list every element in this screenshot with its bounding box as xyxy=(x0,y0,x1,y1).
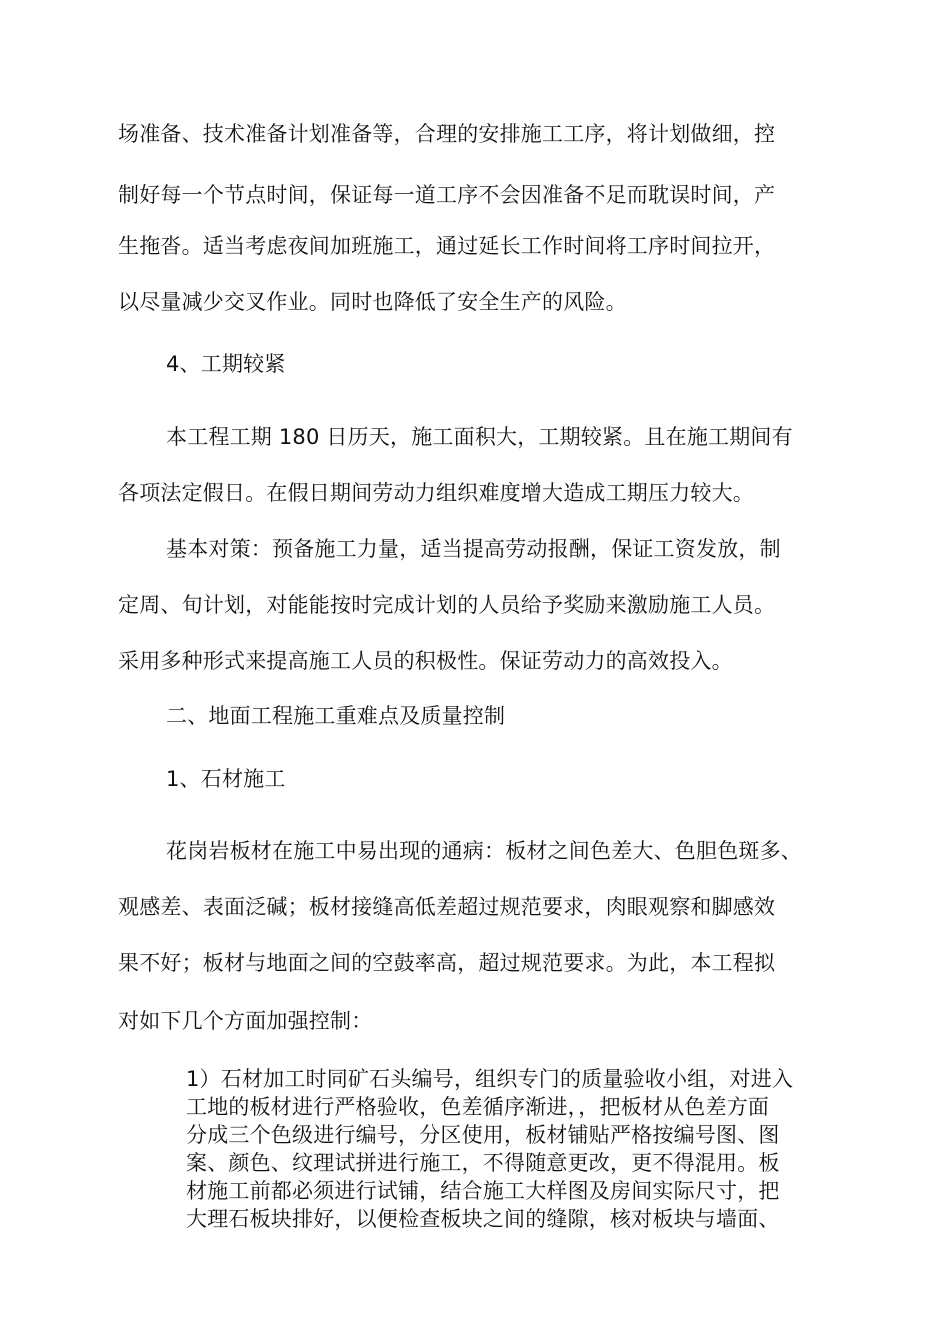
subsection-heading: 1、石材施工 xyxy=(166,767,286,791)
paragraph-line: 对如下几个方面加强控制： xyxy=(118,1009,373,1033)
paragraph-line: 花岗岩板材在施工中易出现的通病：板材之间色差大、色胆色斑多、 xyxy=(166,839,802,863)
paragraph-line: 定周、旬计划，对能能按时完成计划的人员给予奖励来激励施工人员。 xyxy=(118,593,776,617)
paragraph-line: 采用多种形式来提高施工人员的积极性。保证劳动力的高效投入。 xyxy=(118,649,733,673)
list-item-line: 案、颜色、纹理试拼进行施工，不得随意更改，更不得混用。板 xyxy=(186,1151,780,1175)
list-item-line: 材施工前都必须进行试铺，结合施工大样图及房间实际尺寸，把 xyxy=(186,1179,780,1203)
paragraph-line: 果不好；板材与地面之间的空鼓率高，超过规范要求。为此，本工程拟 xyxy=(118,951,776,975)
paragraph-line: 生拖沓。适当考虑夜间加班施工，通过延长工作时间将工序时间拉开， xyxy=(118,234,776,258)
list-item-line: 工地的板材进行严格验收，色差循序渐进，，把板材从色差方面 xyxy=(186,1095,770,1119)
list-item-line: 分成三个色级进行编号，分区使用，板材铺贴严格按编号图、图 xyxy=(186,1123,780,1147)
section-heading: 二、地面工程施工重难点及质量控制 xyxy=(166,704,506,728)
paragraph-line: 观感差、表面泛碱；板材接缝高低差超过规范要求，肉眼观察和脚感效 xyxy=(118,895,776,919)
section-heading: 4、工期较紧 xyxy=(166,352,286,376)
paragraph-line: 制好每一个节点时间，保证每一道工序不会因准备不足而耽误时间，产 xyxy=(118,183,776,207)
paragraph-line: 各项法定假日。在假日期间劳动力组织难度增大造成工期压力较大。 xyxy=(118,481,754,505)
paragraph-line: 本工程工期 180 日历天，施工面积大，工期较紧。且在施工期间有 xyxy=(166,425,793,449)
list-item-line: 大理石板块排好，以便检查板块之间的缝隙，核对板块与墙面、 xyxy=(186,1207,780,1231)
paragraph-line: 以尽量减少交叉作业。同时也降低了安全生产的风险。 xyxy=(118,290,627,314)
paragraph-line: 基本对策：预备施工力量，适当提高劳动报酬，保证工资发放，制 xyxy=(166,537,781,561)
paragraph-line: 场准备、技术准备计划准备等，合理的安排施工工序，将计划做细，控 xyxy=(118,122,776,146)
list-item-line: 1）石材加工时同矿石头编号，组织专门的质量验收小组，对进入 xyxy=(186,1067,794,1091)
list-item xyxy=(186,1065,846,1233)
